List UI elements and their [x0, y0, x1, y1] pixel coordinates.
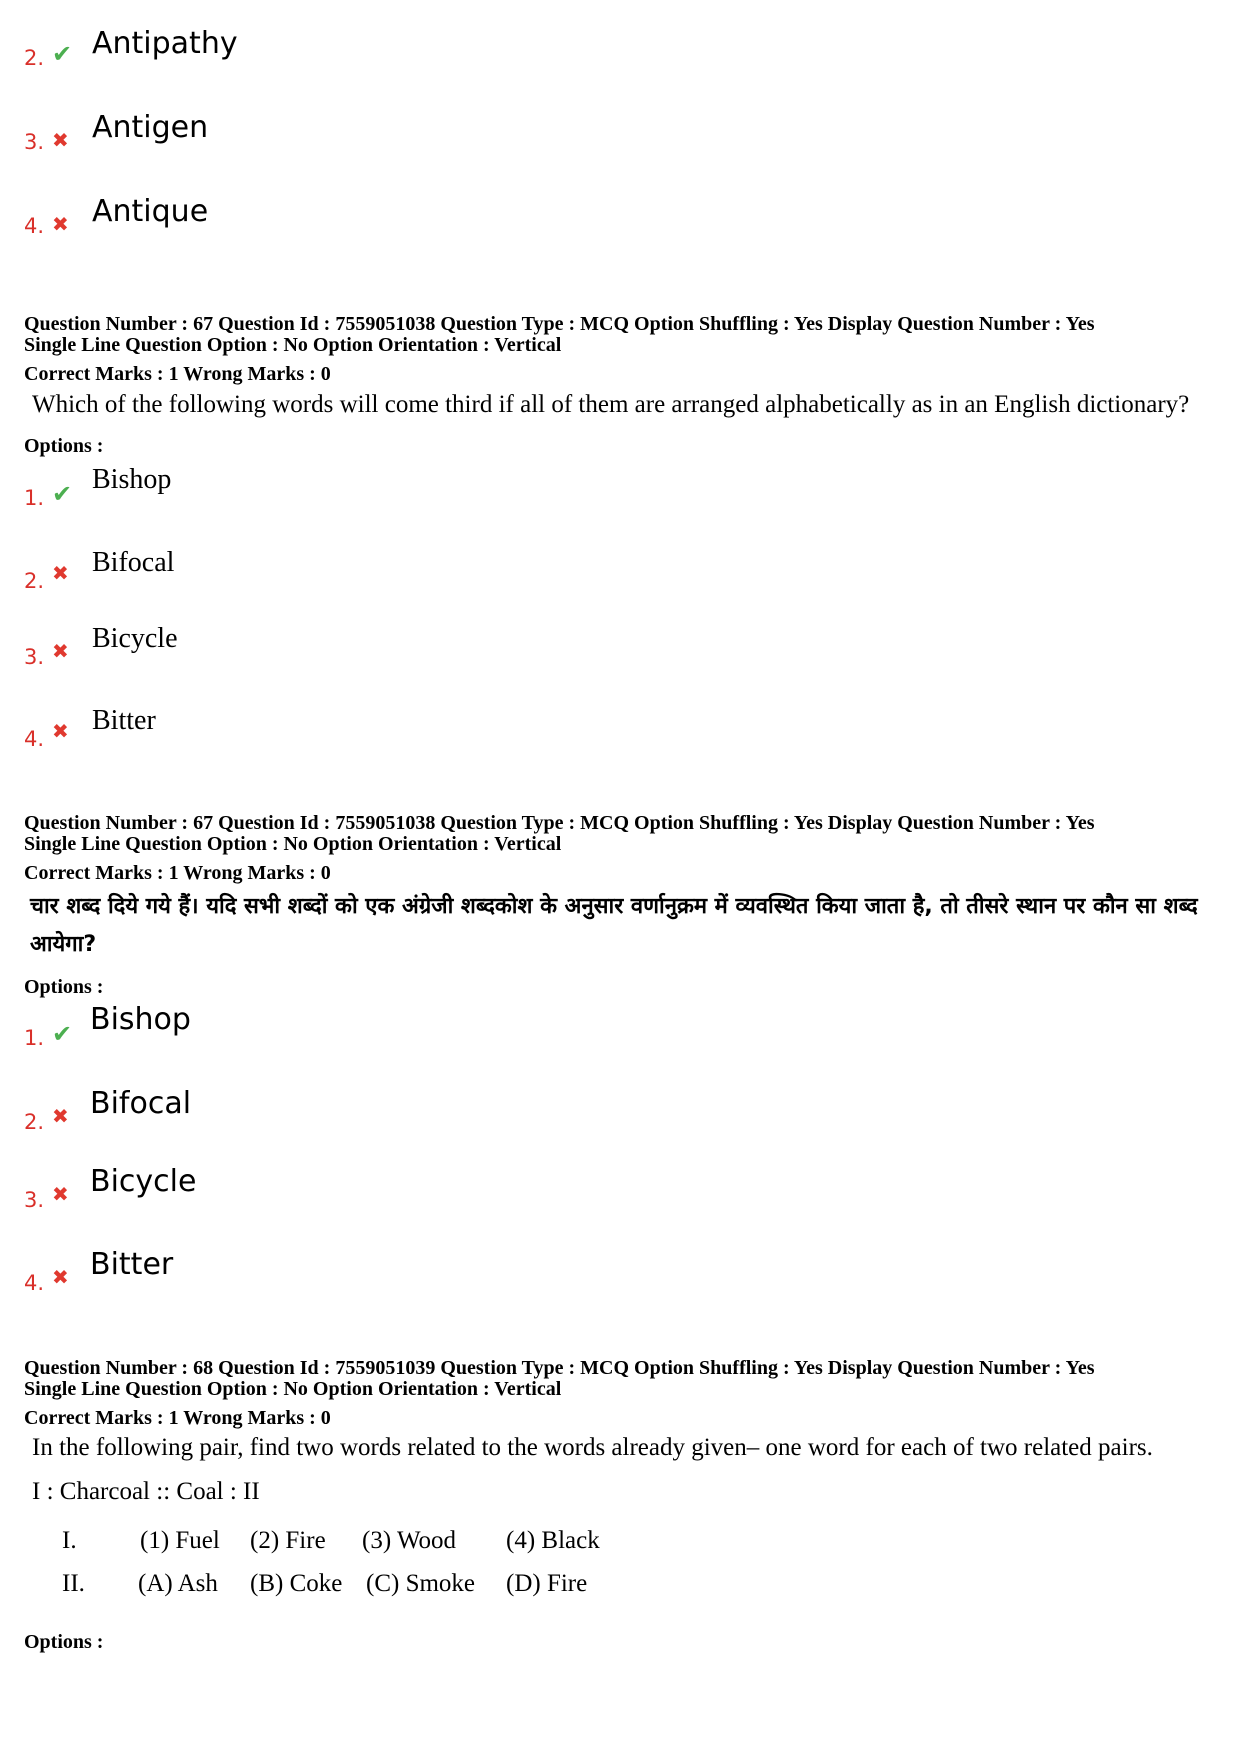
question-marks: Correct Marks : 1 Wrong Marks : 0: [24, 1407, 331, 1429]
row-label: I.: [62, 1527, 77, 1554]
cross-icon: ✖: [52, 561, 69, 585]
option-text: Antique: [92, 194, 209, 229]
option-number: 4.: [24, 727, 45, 751]
option-number: 4.: [24, 1271, 45, 1295]
options-label: Options :: [24, 1631, 104, 1653]
row-label: II.: [62, 1570, 85, 1597]
question-meta: Question Number : 67 Question Id : 7559051038 Question Type : MCQ Option Shuffling : Yes Display Question Number : Yes: [24, 313, 1095, 335]
pair-item: (3) Wood: [362, 1527, 457, 1554]
question-meta-line2: Single Line Question Option : No Option Orientation : Vertical: [24, 334, 562, 356]
cross-icon: ✖: [52, 639, 69, 663]
question-meta-line2: Single Line Question Option : No Option Orientation : Vertical: [24, 1378, 562, 1400]
option-text: Bifocal: [90, 1086, 192, 1121]
cross-icon: ✖: [52, 1182, 69, 1206]
option-text: Bitter: [90, 1247, 174, 1282]
question-marks: Correct Marks : 1 Wrong Marks : 0: [24, 862, 331, 884]
option-text: Bitter: [92, 705, 156, 736]
pair-item: (D) Fire: [506, 1570, 588, 1597]
cross-icon: ✖: [52, 1265, 69, 1289]
cross-icon: ✖: [52, 719, 69, 743]
check-icon: ✔: [52, 480, 73, 508]
pair-item: (2) Fire: [250, 1527, 326, 1554]
option-number: 4.: [24, 214, 45, 238]
question-meta-line2: Single Line Question Option : No Option Orientation : Vertical: [24, 833, 562, 855]
question-meta: Question Number : 67 Question Id : 7559051038 Question Type : MCQ Option Shuffling : Yes Display Question Number : Yes: [24, 812, 1095, 834]
option-number: 2.: [24, 46, 45, 70]
check-icon: ✔: [52, 40, 73, 68]
question-text: In the following pair, find two words related to the words already given– one word for each of two related pairs.: [32, 1434, 1153, 1461]
pair-item: (4) Black: [506, 1527, 600, 1554]
option-number: 3.: [24, 130, 45, 154]
pair-item: (C) Smoke: [366, 1570, 476, 1597]
option-number: 2.: [24, 569, 45, 593]
option-text: Bishop: [90, 1002, 191, 1037]
cross-icon: ✖: [52, 212, 69, 236]
option-number: 1.: [24, 486, 45, 510]
question-text-hindi: चार शब्द दिये गये हैं। यदि सभी शब्दों को एक अंग्रेजी शब्दकोश के अनुसार वर्णानुक्रम में व्यवस्थित किया जाता है, तो तीसरे स्थान पर कौन सा शब्द आयेगा?: [30, 894, 1198, 957]
option-text: Antipathy: [92, 26, 238, 61]
cross-icon: ✖: [52, 128, 69, 152]
option-number: 2.: [24, 1110, 45, 1134]
option-text: Bishop: [92, 464, 172, 495]
option-number: 1.: [24, 1026, 45, 1050]
question-marks: Correct Marks : 1 Wrong Marks : 0: [24, 363, 331, 385]
cross-icon: ✖: [52, 1104, 69, 1128]
option-text: Bicycle: [90, 1164, 197, 1199]
option-number: 3.: [24, 645, 45, 669]
option-text: Bicycle: [92, 623, 178, 654]
option-number: 3.: [24, 1188, 45, 1212]
question-meta: Question Number : 68 Question Id : 7559051039 Question Type : MCQ Option Shuffling : Yes Display Question Number : Yes: [24, 1357, 1095, 1379]
pair-item: (A) Ash: [138, 1570, 218, 1597]
options-label: Options :: [24, 976, 104, 998]
option-text: Bifocal: [92, 547, 175, 578]
question-text: Which of the following words will come third if all of them are arranged alphabetically as in an English dictionary?: [32, 391, 1190, 418]
analogy-line: I : Charcoal :: Coal : II: [32, 1478, 260, 1505]
options-label: Options :: [24, 435, 104, 457]
option-text: Antigen: [92, 110, 209, 145]
pair-item: (B) Coke: [250, 1570, 343, 1597]
pair-item: (1) Fuel: [140, 1527, 220, 1554]
check-icon: ✔: [52, 1020, 73, 1048]
